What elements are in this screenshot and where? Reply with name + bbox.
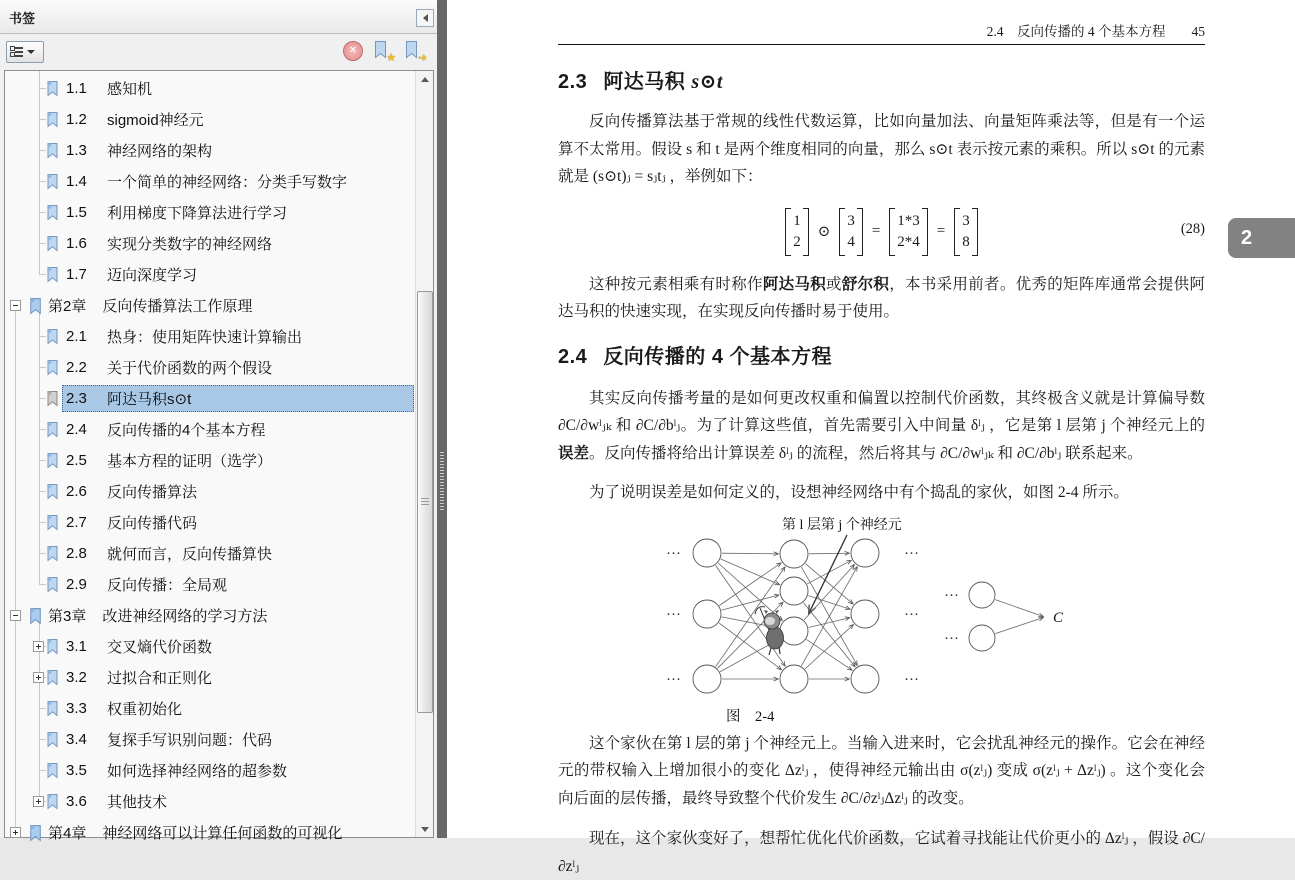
- section-title: 反向传播的 4 个基本方程: [603, 345, 833, 368]
- bookmark-label[interactable]: 2.8 就何而言，反向传播算快: [66, 545, 273, 563]
- neural-network-figure: [604, 511, 1224, 726]
- bookmark-ribbon-icon: [46, 638, 59, 655]
- bookmarks-panel-title: 书签: [9, 11, 36, 26]
- bookmark-label[interactable]: 3.2 过拟合和正则化: [66, 669, 213, 687]
- bookmark-label[interactable]: 3.4 复探手写识别问题：代码: [66, 731, 273, 749]
- bookmark-label[interactable]: 3.3 权重初始化: [66, 700, 183, 718]
- triangle-up-icon: [421, 77, 429, 82]
- bookmark-ribbon-icon: [46, 731, 59, 748]
- svg-text:···: ···: [666, 606, 681, 623]
- splitter-grip-icon: [440, 452, 444, 512]
- svg-text:图 2-4: 图 2-4: [726, 708, 775, 725]
- svg-text:第 l 层第 j 个神经元: 第 l 层第 j 个神经元: [782, 517, 902, 533]
- bookmark-ribbon-icon: [46, 576, 59, 593]
- bookmark-item[interactable]: [5, 321, 416, 352]
- bookmark-label[interactable]: 第4章 神经网络可以计算任何函数的可视化: [48, 825, 343, 842]
- bookmark-ribbon-icon: [46, 111, 59, 128]
- bookmark-label[interactable]: 1.1 感知机: [66, 80, 153, 98]
- delete-bookmark-button[interactable]: ✕: [343, 41, 363, 61]
- paragraph: 其实反向传播考量的是如何更改权重和偏置以控制代价函数，其终极含义就是计算偏导数 ∂C/∂wˡⱼₖ 和 ∂C/∂bˡⱼ。为了计算这些值，首先需要引入中间量 δˡⱼ ，它是第 l 层第 j 个神经元上的误差。反向传播将给出计算误差 δˡⱼ 的流程，然后将其与 ∂C/∂wˡⱼₖ 和 ∂C/∂bˡⱼ 联系起来。: [558, 389, 1205, 462]
- triangle-down-icon: [421, 827, 429, 832]
- running-header: [558, 20, 1205, 40]
- star-badge-icon: ★: [386, 52, 396, 64]
- hadamard-operator: ⊙: [817, 224, 831, 240]
- paragraph: 这种按元素相乘有时称作阿达马积或舒尔积，本书采用前者。优秀的矩阵库通常会提供阿达马积的快速实现，在实现反向传播时易于使用。: [558, 275, 1205, 320]
- paragraph: 现在，这个家伙变好了，想帮忙优化代价函数，它试着寻找能让代价更小的 Δzˡⱼ ，假设 ∂C/∂zˡⱼ: [558, 830, 1205, 875]
- matrix: 1 2: [785, 208, 809, 256]
- bookmark-item[interactable]: [5, 197, 416, 228]
- collapse-arrow-icon: [423, 14, 428, 22]
- bookmark-item[interactable]: [5, 507, 416, 538]
- svg-text:···: ···: [904, 545, 919, 562]
- bookmark-ribbon-icon: [46, 359, 59, 376]
- bookmark-options-button[interactable]: [6, 41, 44, 63]
- bookmark-ribbon-icon: [46, 390, 59, 407]
- bookmark-label[interactable]: 1.4 一个简单的神经网络：分类手写数字: [66, 173, 348, 191]
- bookmark-ribbon-icon: [46, 142, 59, 159]
- bookmark-ribbon-icon: [28, 824, 43, 842]
- panel-collapse-button[interactable]: [416, 9, 434, 27]
- chevron-down-icon: [27, 50, 35, 54]
- bookmark-item[interactable]: [5, 631, 416, 662]
- expand-node-button[interactable]: [33, 796, 44, 807]
- bookmark-item[interactable]: [5, 538, 416, 569]
- bookmark-item[interactable]: [5, 414, 416, 445]
- bookmark-label[interactable]: 3.5 如何选择神经网络的超参数: [66, 762, 288, 780]
- scrollbar-thumb[interactable]: [417, 291, 433, 713]
- svg-text:···: ···: [666, 671, 681, 688]
- bookmark-label[interactable]: 1.3 神经网络的架构: [66, 142, 213, 160]
- new-bookmark-button[interactable]: [373, 40, 396, 64]
- bookmarks-toolbar: [0, 34, 437, 70]
- section-heading-2-3: [558, 65, 1205, 94]
- bookmark-item[interactable]: [5, 290, 416, 321]
- paragraph: 为了说明误差是如何定义的，设想神经网络中有个捣乱的家伙，如图 2-4 所示。: [589, 484, 1129, 501]
- section-number: 2.4: [558, 345, 588, 368]
- scroll-up-button[interactable]: [416, 71, 433, 87]
- bookmark-ribbon-icon: [46, 204, 59, 221]
- bookmark-ribbon-icon: [46, 421, 59, 438]
- bookmark-label[interactable]: 1.5 利用梯度下降算法进行学习: [66, 204, 288, 222]
- bookmarks-panel-header: [0, 0, 437, 34]
- chapter-tab-2[interactable]: 2: [1228, 218, 1295, 258]
- bookmark-ribbon-icon: [46, 669, 59, 686]
- bookmark-label[interactable]: 1.7 迈向深度学习: [66, 266, 198, 284]
- bookmark-item[interactable]: [5, 166, 416, 197]
- bookmark-ribbon-icon: [46, 452, 59, 469]
- equation-number: (28): [1180, 220, 1205, 237]
- paragraph: 这个家伙在第 l 层的第 j 个神经元上。当输入进来时，它会扰乱神经元的操作。它会在神经元的带权输入上增加很小的变化 Δzˡⱼ ，使得神经元输出由 σ(zˡⱼ) 变成 σ(zˡⱼ + Δzˡⱼ) 。这个变化会向后面的层传播，最终导致整个代价发生 ∂C/∂zˡⱼΔzˡⱼ 的改变。: [558, 734, 1205, 807]
- bookmark-ribbon-icon: [46, 514, 59, 531]
- collapse-node-button[interactable]: [10, 300, 21, 311]
- bookmark-item[interactable]: [5, 476, 416, 507]
- page-number: 45: [1191, 24, 1205, 39]
- bookmark-item[interactable]: [5, 786, 416, 817]
- bookmark-item[interactable]: [5, 445, 416, 476]
- bookmark-item[interactable]: [5, 817, 416, 848]
- bookmark-item[interactable]: [5, 600, 416, 631]
- bookmark-label[interactable]: 2.3 阿达马积s⊙t: [62, 385, 414, 412]
- bookmark-item[interactable]: [5, 104, 416, 135]
- bookmark-label[interactable]: 2.2 关于代价函数的两个假设: [66, 359, 273, 377]
- bookmark-label[interactable]: 第3章 改进神经网络的学习方法: [48, 608, 268, 625]
- expand-node-button[interactable]: [33, 641, 44, 652]
- bookmarks-scrollbar[interactable]: [415, 71, 433, 837]
- bookmark-item[interactable]: [5, 383, 416, 414]
- bookmark-ribbon-icon: [46, 483, 59, 500]
- figure-2-4: [558, 511, 1205, 726]
- bookmark-label[interactable]: 2.5 基本方程的证明（选学）: [66, 452, 273, 470]
- goto-bookmark-button[interactable]: [404, 40, 427, 64]
- svg-text:···: ···: [904, 606, 919, 623]
- options-menu-icon: [10, 46, 23, 58]
- bookmark-item[interactable]: [5, 662, 416, 693]
- bookmark-label[interactable]: 1.2 sigmoid神经元: [66, 111, 204, 129]
- bookmark-label[interactable]: 3.1 交叉熵代价函数: [66, 638, 213, 656]
- svg-text:···: ···: [944, 587, 959, 604]
- section-number: 2.3: [558, 71, 588, 93]
- bookmark-item[interactable]: [5, 755, 416, 786]
- section-title: 阿达马积: [603, 71, 692, 93]
- header-rule: [558, 44, 1205, 45]
- bookmark-tree: [4, 70, 434, 842]
- bookmark-ribbon-icon: [28, 607, 43, 625]
- matrix: 3 8: [954, 208, 978, 256]
- collapse-node-button[interactable]: [10, 610, 21, 621]
- bookmark-item[interactable]: [5, 135, 416, 166]
- equation-28: 1 2 ⊙ 3 4 = 1*3 2*4 = 3 8 (28): [558, 203, 1205, 261]
- svg-text:···: ···: [666, 545, 681, 562]
- bookmark-ribbon-icon: [28, 297, 43, 315]
- paragraph: 反向传播算法基于常规的线性代数运算，比如向量加法、向量矩阵乘法等，但是有一个运算不太常用。假设 s 和 t 是两个维度相同的向量，那么 s⊙t 表示按元素的乘积。所以 s⊙t 的元素就是 (s⊙t)ⱼ = sⱼtⱼ ，举例如下：: [558, 113, 1205, 185]
- bookmark-item[interactable]: [5, 259, 416, 290]
- bookmark-ribbon-icon: [46, 545, 59, 562]
- running-header-title: 2.4 反向传播的 4 个基本方程: [986, 24, 1166, 39]
- bookmark-label[interactable]: 2.4 反向传播的4个基本方程: [66, 421, 266, 439]
- bookmark-item[interactable]: [5, 724, 416, 755]
- expand-node-button[interactable]: [33, 672, 44, 683]
- expand-node-button[interactable]: [10, 827, 21, 838]
- bookmark-label[interactable]: 第2章 反向传播算法工作原理: [48, 298, 253, 315]
- bookmark-arrow-icon: [404, 40, 419, 59]
- bookmark-ribbon-icon: [46, 235, 59, 252]
- bookmark-ribbon-icon: [46, 793, 59, 810]
- panel-splitter[interactable]: [437, 0, 447, 838]
- arrow-badge-icon: ➜: [417, 52, 427, 64]
- matrix: 1*3 2*4: [889, 208, 928, 256]
- bookmark-label[interactable]: 2.6 反向传播算法: [66, 483, 198, 501]
- bookmarks-panel: [0, 0, 437, 842]
- bookmark-item[interactable]: [5, 228, 416, 259]
- svg-text:···: ···: [944, 630, 959, 647]
- bookmark-label[interactable]: 2.1 热身：使用矩阵快速计算输出: [66, 328, 303, 346]
- bookmark-ribbon-icon: [46, 80, 59, 97]
- bookmark-ribbon-icon: [46, 762, 59, 779]
- bookmark-ribbon-icon: [46, 266, 59, 283]
- bookmark-label[interactable]: 3.6 其他技术: [66, 793, 168, 811]
- svg-text:C: C: [1053, 609, 1064, 626]
- bookmark-ribbon-icon: [46, 700, 59, 717]
- bookmark-item[interactable]: [5, 73, 416, 104]
- bookmark-label[interactable]: 2.9 反向传播：全局观: [66, 576, 228, 594]
- bookmark-ribbon-icon: [46, 328, 59, 345]
- section-title-math: s⊙t: [691, 71, 723, 93]
- matrix: 3 4: [839, 208, 863, 256]
- document-page: [447, 0, 1295, 875]
- scroll-down-button[interactable]: [416, 821, 433, 837]
- bookmark-label[interactable]: 1.6 实现分类数字的神经网络: [66, 235, 273, 253]
- svg-text:···: ···: [904, 671, 919, 688]
- scrollbar-grip-icon: [421, 498, 429, 507]
- bookmark-item[interactable]: [5, 352, 416, 383]
- bookmark-label[interactable]: 2.7 反向传播代码: [66, 514, 198, 532]
- bookmark-ribbon-icon: [46, 173, 59, 190]
- bookmark-item[interactable]: [5, 693, 416, 724]
- bookmark-item[interactable]: [5, 569, 416, 600]
- section-heading-2-4: [558, 340, 1205, 369]
